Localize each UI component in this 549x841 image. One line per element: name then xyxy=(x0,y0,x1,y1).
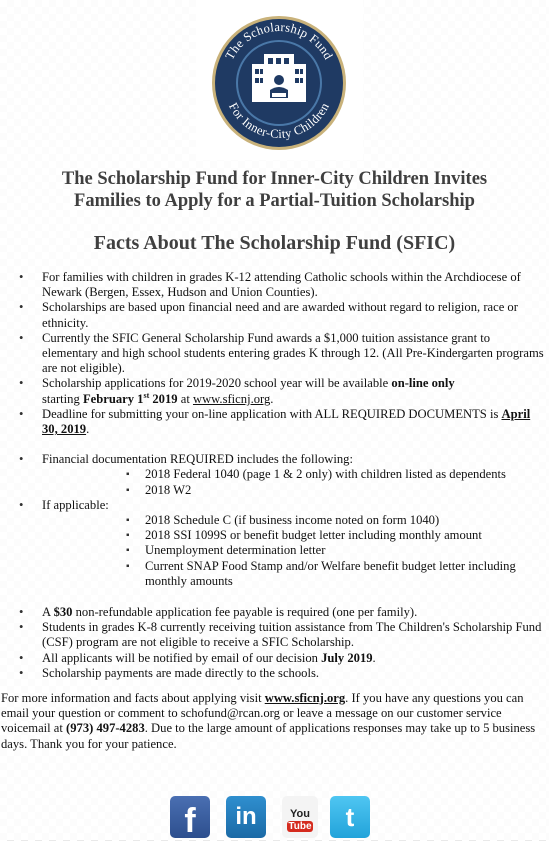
social-icons xyxy=(170,796,370,840)
fact-4-text-a: Scholarship applications for 2019-2020 school year will be available xyxy=(42,376,392,391)
fee-text-c: non-refundable application fee payable is required (one per family). xyxy=(72,605,418,620)
start-date-suffix: st xyxy=(143,390,150,400)
facebook-icon[interactable] xyxy=(170,796,210,838)
deadline-date: April 30, 2019 xyxy=(42,406,531,437)
fact-application-availability xyxy=(0,376,549,406)
fact-4-text-g: . xyxy=(270,391,274,406)
fact-need-based: • Scholarships are based upon financial need and are awarded without regard to religion, race or ethnicity. xyxy=(0,300,549,330)
facts-content xyxy=(0,270,549,752)
fee-text-a: A xyxy=(42,605,54,620)
closing-website-link[interactable]: www.sficnj.org xyxy=(264,691,346,706)
closing-paragraph xyxy=(0,691,549,752)
twitter-glyph: t xyxy=(345,802,355,832)
fact-payments: • Scholarship payments are made directly to the schools. xyxy=(0,666,549,681)
doc-item-w2: ▪ 2018 W2 xyxy=(42,483,545,498)
fact-award-amount: • Currently the SFIC General Scholarship Fund awards a $1,000 tuition assistance grant to elementary and high school students entering grades K through 12. (All Pre-Kindergarten programs are not eligible). xyxy=(0,331,549,377)
notify-date: July 2019 xyxy=(321,650,373,665)
start-date: February 1 xyxy=(82,391,144,406)
fact-4-text-f: at xyxy=(177,391,193,406)
youtube-you-glyph: You xyxy=(290,808,310,820)
fact-deadline xyxy=(0,407,549,437)
notify-text-a: All applicants will be notified by email of our decision xyxy=(42,650,322,665)
scholarship-fund-logo xyxy=(210,14,348,152)
closing-text-c: . Due to the large amount of applications responses may take up to 5 business days. Thank you for your patience. xyxy=(1,721,536,751)
page-title xyxy=(0,168,549,212)
fact-4-text-c: starting xyxy=(42,391,83,406)
start-year: 2019 xyxy=(149,391,178,406)
documentation-list xyxy=(0,452,549,589)
logo-ring-bottom-text: For Inner-City Children xyxy=(226,100,332,142)
closing-text-a: For more information and facts about applying visit xyxy=(1,691,265,706)
closing-text-b: . If you have any questions you can email your question or comment to schofund@rcan.org or leave a message on our customer service voicemail at xyxy=(1,691,524,736)
title-line-2: Families to Apply for a Partial-Tuition Scholarship xyxy=(74,191,475,211)
fact-csf-ineligible: • Students in grades K-8 currently receiving tuition assistance from The Children's Scholarship Fund (CSF) program are not eligible to receive a SFIC Scholarship. xyxy=(0,620,549,650)
title-line-1: The Scholarship Fund for Inner-City Children Invites xyxy=(61,169,488,189)
logo-ring-top-text: The Scholarship Fund xyxy=(222,19,336,62)
facts-list xyxy=(0,270,549,437)
notify-text-c: . xyxy=(372,650,376,665)
twitter-icon[interactable] xyxy=(330,796,370,838)
section-heading: Facts About The Scholarship Fund (SFIC) xyxy=(93,232,456,254)
phone-number: (973) 497-4283 xyxy=(66,721,145,736)
fact-notification xyxy=(0,651,549,666)
doc-item-snap: ▪ Current SNAP Food Stamp and/or Welfare benefit budget letter including monthly amounts xyxy=(42,559,545,589)
documentation-intro-text: Financial documentation REQUIRED includes the following: xyxy=(42,452,353,467)
fact-application-fee xyxy=(0,605,549,620)
youtube-tube-glyph: Tube xyxy=(288,821,312,832)
fee-amount: $30 xyxy=(53,605,73,620)
youtube-icon[interactable] xyxy=(282,796,318,838)
fact-eligibility: • For families with children in grades K-12 attending Catholic schools within the Archdiocese of Newark (Bergen, Essex, Hudson and Union Counties). xyxy=(0,270,549,300)
website-link[interactable]: www.sficnj.org xyxy=(192,391,271,406)
facebook-glyph: f xyxy=(184,802,196,840)
applicable-documents xyxy=(42,513,545,589)
linkedin-icon[interactable] xyxy=(226,796,266,838)
doc-item-unemployment: ▪ Unemployment determination letter xyxy=(42,543,545,558)
additional-facts-list xyxy=(0,605,549,681)
doc-item-1040: ▪ 2018 Federal 1040 (page 1 & 2 only) with children listed as dependents xyxy=(42,467,545,482)
online-only-emphasis: on-line only xyxy=(391,376,455,391)
doc-item-ssi: ▪ 2018 SSI 1099S or benefit budget letter including monthly amount xyxy=(42,528,545,543)
doc-item-schedule-c: ▪ 2018 Schedule C (if business income noted on form 1040) xyxy=(42,513,545,528)
fact-5-text-a: Deadline for submitting your on-line application with ALL REQUIRED DOCUMENTS is xyxy=(42,406,502,421)
documentation-intro xyxy=(0,452,549,498)
fact-5-text-c: . xyxy=(86,422,90,437)
required-documents xyxy=(42,467,545,497)
logo-panel xyxy=(196,0,363,160)
linkedin-glyph: in xyxy=(235,803,257,830)
if-applicable xyxy=(0,498,549,589)
if-applicable-text: If applicable: xyxy=(42,497,109,512)
